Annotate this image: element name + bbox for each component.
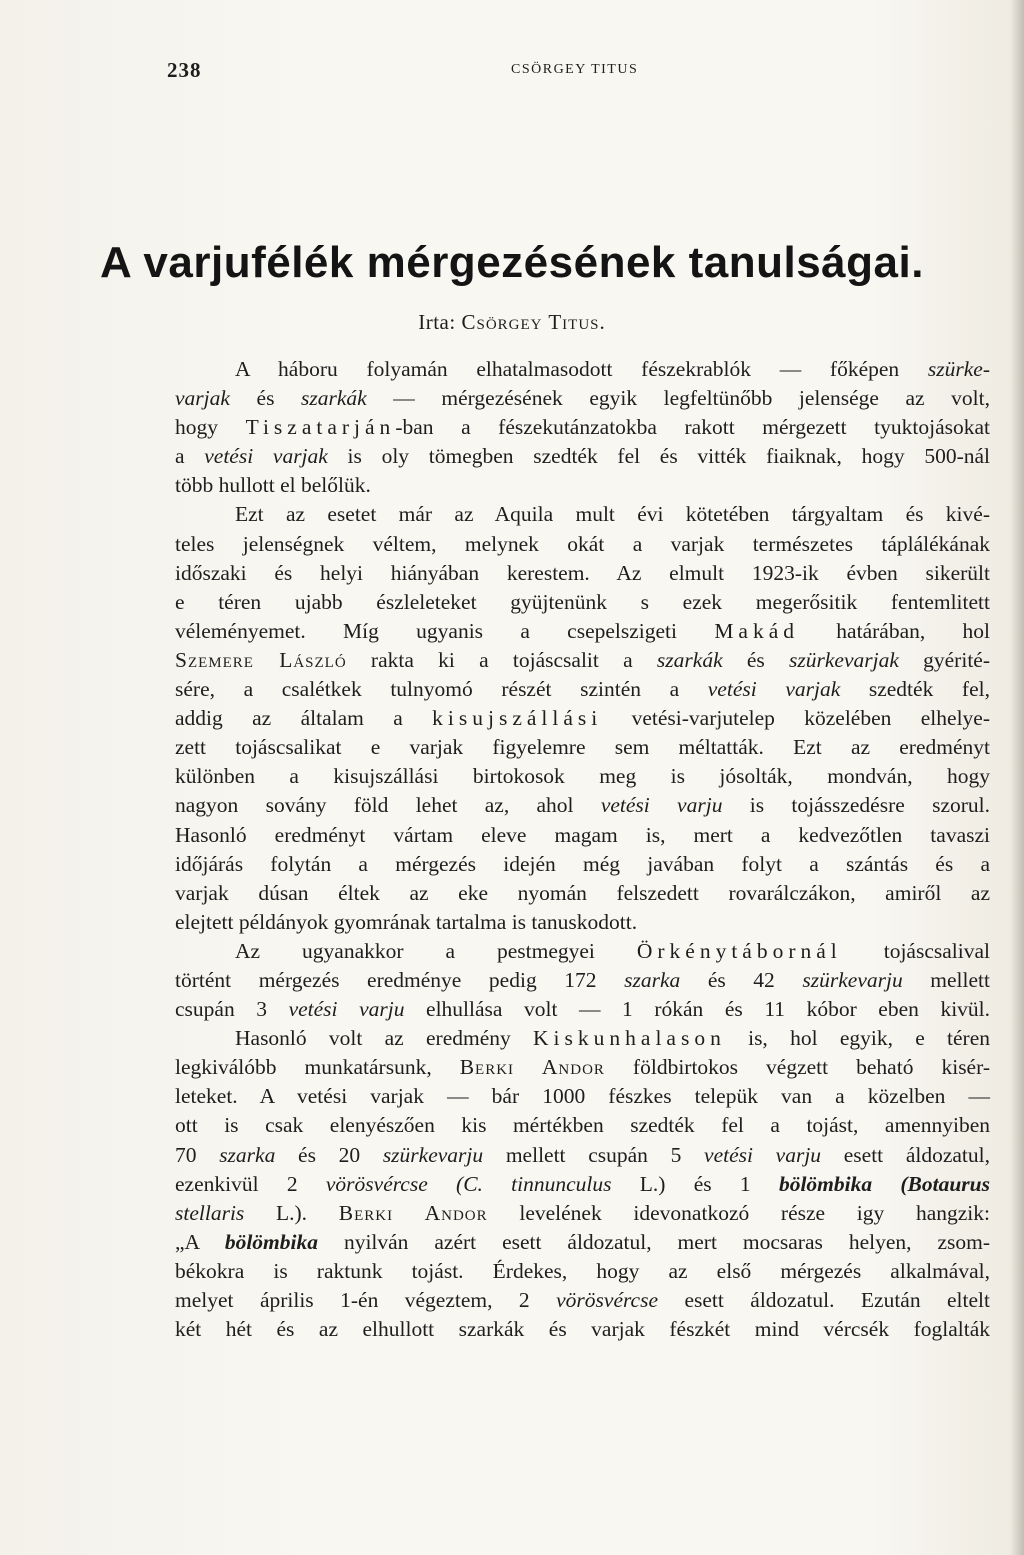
- text-run: levelének idevonatkozó része igy hangzik:: [487, 1200, 990, 1225]
- italic-species-name: szarka: [219, 1142, 276, 1167]
- text-line: [175, 1286, 990, 1315]
- text-line: [175, 995, 990, 1024]
- bold-italic-species-name: bölömbika (Botaurus: [778, 1171, 991, 1196]
- text-line: [175, 733, 990, 762]
- text-line: [175, 384, 990, 413]
- text-run: is, hol egyik, e téren: [725, 1026, 991, 1051]
- spaced-place-name: Örkénytábornál: [636, 938, 842, 963]
- text-run: Ezt az esetet már az Aquila mult évi kötetében tárgyaltam és kivé-: [235, 502, 990, 527]
- text-run: több hullott el belőlük.: [175, 473, 371, 498]
- text-run: Az ugyanakkor a pestmegyei: [235, 938, 637, 963]
- italic-species-name: szürkevarju: [382, 1142, 484, 1167]
- text-run: e téren ujabb észleleteket gyüjtenünk s ezek megerősitik fentemlitett: [175, 589, 990, 614]
- italic-species-name: vetési varju: [288, 997, 405, 1022]
- page-edge-shadow: [1010, 0, 1024, 1555]
- text-line: [175, 1141, 990, 1170]
- text-line: [175, 1170, 990, 1199]
- text-run: melyet április 1-én végeztem, 2: [175, 1288, 557, 1312]
- text-run: csupán 3: [175, 997, 289, 1022]
- text-run: határában, hol: [799, 618, 991, 643]
- italic-species-name: szarkák: [656, 647, 723, 672]
- text-run: elejtett példányok gyomrának tartalma is tanuskodott.: [175, 909, 638, 934]
- text-run: L.).: [244, 1200, 339, 1225]
- text-line: [175, 1053, 990, 1082]
- italic-species-name: stellaris: [175, 1200, 245, 1225]
- article-title: A varjufélék mérgezésének tanulságai.: [100, 238, 924, 287]
- text-line: [175, 588, 990, 617]
- italic-species-name: szarka: [624, 967, 681, 992]
- text-run: nyilván azért esett áldozatul, mert mocsaras helyen, zsom-: [318, 1229, 990, 1254]
- text-run: gyérité-: [898, 647, 990, 672]
- text-line: [175, 762, 990, 791]
- text-run: mellett: [902, 967, 990, 992]
- text-run: hogy: [175, 415, 246, 440]
- text-line: [175, 1024, 990, 1053]
- text-run: és 42: [680, 967, 803, 992]
- running-head: [167, 58, 995, 86]
- text-run: véleményemet. Míg ugyanis a csepelszigeti: [175, 618, 715, 643]
- byline-author: Csörgey Titus.: [461, 310, 606, 334]
- italic-species-name: szürkevarju: [802, 967, 903, 992]
- text-line: [175, 413, 990, 442]
- text-line: [175, 879, 990, 908]
- text-line: [175, 646, 990, 675]
- text-run: ezenkivül 2: [175, 1171, 326, 1196]
- text-run: Hasonló volt az eredmény: [235, 1026, 534, 1051]
- text-line: [175, 791, 990, 820]
- text-run: történt mérgezés eredménye pedig 172: [175, 967, 625, 992]
- text-run: szedték fel,: [840, 677, 990, 702]
- text-run: L.) és 1: [611, 1171, 779, 1196]
- text-run: legkiválóbb munkatársunk,: [175, 1055, 460, 1080]
- italic-species-name: szarkák: [301, 386, 367, 411]
- text-run: és: [722, 647, 790, 672]
- text-run: és: [229, 386, 302, 411]
- text-line: [175, 617, 990, 646]
- text-run: leteket. A vetési varjak — bár 1000 fészkes telepük van a közelben —: [175, 1084, 990, 1109]
- italic-species-name: vetési varju: [704, 1142, 822, 1167]
- text-run: A háboru folyamán elhatalmasodott fészekrablók — főképen: [235, 357, 928, 381]
- text-run: vetési-varjutelep közelében elhelye-: [602, 706, 990, 731]
- text-line: [175, 704, 990, 733]
- text-line: [175, 937, 990, 966]
- text-line: [175, 821, 990, 850]
- text-run: „A: [175, 1229, 225, 1254]
- text-run: és 20: [275, 1142, 383, 1167]
- text-run: is tojásszedésre szorul.: [722, 793, 990, 818]
- text-run: különben a kisujszállási birtokosok meg is jósolták, mondván, hogy: [175, 764, 990, 789]
- italic-species-name: varjak: [175, 386, 230, 411]
- italic-species-name: szürke-: [927, 357, 990, 381]
- text-line: [175, 355, 990, 384]
- text-run: időjárás folytán a mérgezés idején még javában folyt a szántás és a: [175, 851, 990, 876]
- spaced-place-name: Tiszatarján: [245, 415, 396, 440]
- text-run: sére, a csalétkek tulnyomó részét szintén a: [175, 677, 708, 702]
- text-run: elhullása volt — 1 rókán és 11 kóbor eben kivül.: [404, 997, 991, 1022]
- text-line: [175, 1111, 990, 1140]
- person-name: Berki Andor: [338, 1200, 488, 1225]
- person-name: Szemere László: [175, 647, 347, 672]
- byline-prefix: Irta:: [418, 310, 462, 334]
- text-line: [175, 530, 990, 559]
- running-title: CSÖRGEY TITUS: [511, 62, 639, 77]
- spaced-place-name: kisujszállási: [432, 706, 603, 731]
- text-run: Hasonló eredményt vártam eleve magam is, mert a kedvezőtlen tavaszi: [175, 822, 990, 847]
- text-line: [175, 908, 990, 937]
- text-run: nagyon sovány föld lehet az, ahol: [175, 793, 601, 818]
- text-line: [175, 442, 990, 471]
- text-run: békokra is raktunk tojást. Érdekes, hogy az első mérgezés alkalmával,: [175, 1258, 990, 1283]
- text-line: [175, 559, 990, 588]
- italic-species-name: vörösvércse (C. tinnunculus: [325, 1171, 612, 1196]
- text-run: zett tojáscsalikat e varjak figyelemre sem méltatták. Ezt az eredményt: [175, 735, 990, 760]
- text-line: [175, 1199, 990, 1228]
- text-run: -ban a fészekutánzatokba rakott mérgezett tyuktojásokat: [395, 415, 990, 440]
- text-run: esett áldozatul,: [821, 1142, 991, 1167]
- text-line: [175, 675, 990, 704]
- text-run: is oly tömegben szedték fel és vitték fiaiknak, hogy 500-nál: [327, 444, 990, 469]
- text-line: [175, 1257, 990, 1286]
- text-run: a: [175, 444, 205, 469]
- text-run: ott is csak elenyészően kis mértékben szedték fel a tojást, amennyiben: [175, 1113, 990, 1138]
- text-run: addig az általam a: [175, 706, 433, 731]
- italic-species-name: vörösvércse: [556, 1288, 659, 1312]
- italic-species-name: szürkevarjak: [789, 647, 899, 672]
- person-name: Berki Andor: [459, 1055, 605, 1080]
- text-line: [175, 500, 990, 529]
- text-run: rakta ki a tojáscsalit a: [346, 647, 657, 672]
- text-run: tojáscsalival: [841, 938, 990, 963]
- spaced-place-name: Kiskunhalason: [533, 1026, 726, 1051]
- text-run: mellett csupán 5: [483, 1142, 705, 1167]
- spaced-place-name: Makád: [714, 618, 800, 643]
- text-line: [175, 471, 990, 500]
- text-run: teles jelenségnek véltem, melynek okát a varjak természetes táplálékának: [175, 531, 990, 556]
- text-run: 70: [175, 1142, 220, 1167]
- article-body: [175, 355, 990, 1344]
- text-run: esett áldozatul. Ezután eltelt: [658, 1288, 990, 1312]
- italic-species-name: vetési varjak: [707, 677, 841, 702]
- italic-species-name: vetési varjak: [204, 444, 328, 469]
- text-run: földbirtokos végzett beható kisér-: [604, 1055, 990, 1080]
- text-run: — mérgezésének egyik legfeltünőbb jelensége az volt,: [366, 386, 990, 411]
- bold-italic-species-name: bölömbika: [224, 1229, 318, 1254]
- text-line: [175, 966, 990, 995]
- text-line: [175, 1315, 990, 1344]
- byline: [0, 310, 1024, 335]
- italic-species-name: vetési varju: [600, 793, 723, 818]
- text-line: [175, 1228, 990, 1257]
- text-line: [175, 850, 990, 879]
- text-run: időszaki és helyi hiányában kerestem. Az elmult 1923-ik évben sikerült: [175, 560, 990, 585]
- text-run: varjak dúsan éltek az eke nyomán felszedett rovarálczákon, amiről az: [175, 880, 990, 905]
- text-run: két hét és az elhullott szarkák és varjak fészkét mind vércsék foglalták: [175, 1317, 990, 1342]
- text-line: [175, 1082, 990, 1111]
- page-number: 238: [167, 58, 202, 82]
